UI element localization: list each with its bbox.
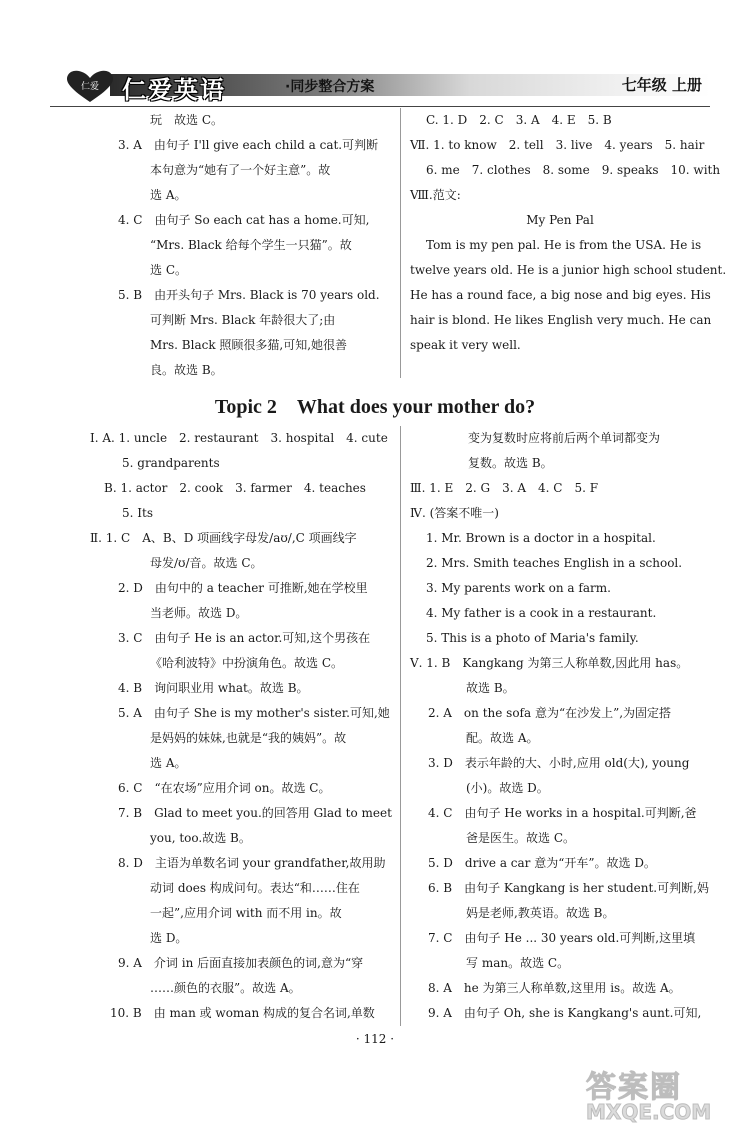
- answer-line: 8. A he 为第三人称单数,这里用 is。故选 A。: [428, 981, 681, 995]
- answer-line: 4. My father is a cook in a restaurant.: [426, 606, 657, 620]
- brand-title: 仁爱英语: [122, 76, 226, 104]
- header-divider: [50, 106, 710, 107]
- answer-line: 《哈利波特》中扮演角色。故选 C。: [150, 656, 343, 670]
- top-right-column: [410, 108, 727, 358]
- answer-line: 6. B 由句子 Kangkang is her student.可判断,妈: [428, 881, 709, 895]
- essay-line: Tom is my pen pal. He is from the USA. He is: [426, 238, 702, 252]
- answer-line: 6. C “在农场”应用介词 on。故选 C。: [118, 781, 331, 795]
- answer-line: 变为复数时应将前后两个单词都变为: [468, 431, 661, 445]
- answer-line: 是妈妈的妹妹,也就是“我的姨妈”。故: [150, 731, 347, 745]
- answer-line: C. 1. D 2. C 3. A 4. E 5. B: [426, 113, 612, 127]
- answer-line: 玩 故选 C。: [150, 113, 223, 127]
- answer-line: 故选 B。: [466, 681, 515, 695]
- answer-line: Ⅴ. 1. B Kangkang 为第三人称单数,因此用 has。: [410, 656, 689, 670]
- answer-line: 选 A。: [150, 756, 187, 770]
- answer-line: 1. Mr. Brown is a doctor in a hospital.: [426, 531, 656, 545]
- answer-line: 2. A on the sofa 意为“在沙发上”,为固定搭: [428, 706, 672, 720]
- answer-line: 4. B 询问职业用 what。故选 B。: [118, 681, 309, 695]
- answer-line: 良。故选 B。: [150, 363, 223, 377]
- answer-line: ……颜色的衣服”。故选 A。: [150, 981, 301, 995]
- watermark-top: 答案圈: [586, 1070, 682, 1105]
- answer-line: 选 A。: [150, 188, 187, 202]
- answer-line: 配。故选 A。: [466, 731, 539, 745]
- column-divider: [400, 426, 401, 1026]
- answer-line: Ⅲ. 1. E 2. G 3. A 4. C 5. F: [410, 481, 599, 495]
- answer-line: 本句意为“她有了一个好主意”。故: [150, 163, 331, 177]
- bottom-right-column: [410, 426, 710, 1026]
- answer-line: you, too.故选 B。: [150, 831, 251, 845]
- answer-line: 5. B 由开头句子 Mrs. Black is 70 years old.: [118, 288, 380, 302]
- watermark-bottom: MXQE.COM: [586, 1100, 712, 1124]
- answer-line: 复数。故选 B。: [468, 456, 553, 470]
- answer-line: 动词 does 构成问句。表达“和……住在: [150, 881, 360, 895]
- answer-line: 5. grandparents: [122, 456, 220, 470]
- answer-line: 当老师。故选 D。: [150, 606, 248, 620]
- answer-line: 9. A 介词 in 后面直接加表颜色的词,意为“穿: [118, 956, 364, 970]
- essay-line: hair is blond. He likes English very much. He can: [410, 313, 712, 327]
- answer-line: Ⅶ. 1. to know 2. tell 3. live 4. years 5. hair: [410, 138, 705, 152]
- answer-line: 4. C 由句子 He works in a hospital.可判断,爸: [428, 806, 697, 820]
- answer-line: Ⅷ.范文:: [410, 188, 461, 202]
- answer-line: Ⅰ. A. 1. uncle 2. restaurant 3. hospital 4. cute: [90, 431, 388, 445]
- answer-line: Mrs. Black 照顾很多猫,可知,她很善: [150, 338, 348, 352]
- answer-line: 爸是医生。故选 C。: [466, 831, 575, 845]
- answer-line: 3. A 由句子 I'll give each child a cat.可判断: [118, 138, 379, 152]
- answer-line: 母发/ʊ/音。故选 C。: [150, 556, 263, 570]
- answer-line: “Mrs. Black 给每个学生一只猫”。故: [150, 238, 352, 252]
- answer-line: 5. This is a photo of Maria's family.: [426, 631, 639, 645]
- essay-line: speak it very well.: [410, 338, 521, 352]
- page-number: · 112 ·: [355, 1032, 395, 1046]
- answer-line: 3. C 由句子 He is an actor.可知,这个男孩在: [118, 631, 371, 645]
- answer-line: 选 D。: [150, 931, 188, 945]
- grade-label: 七年级 上册: [621, 76, 702, 94]
- answer-line: 5. D drive a car 意为“开车”。故选 D。: [428, 856, 656, 870]
- top-left-column: [90, 108, 390, 383]
- page-header: [50, 62, 710, 108]
- answer-line: 5. Its: [122, 506, 153, 520]
- answer-line: 2. Mrs. Smith teaches English in a school.: [426, 556, 683, 570]
- header-subtitle: ·同步整合方案: [285, 79, 375, 95]
- answer-line: 3. D 表示年龄的大、小时,应用 old(大), young: [428, 756, 690, 770]
- answer-line: 7. B Glad to meet you.的回答用 Glad to meet: [118, 806, 392, 820]
- topic-title: Topic 2 What does your mother do?: [214, 396, 536, 418]
- answer-line: 8. D 主语为单数名词 your grandfather,故用助: [118, 856, 386, 870]
- column-divider: [400, 108, 401, 378]
- answer-line: 6. me 7. clothes 8. some 9. speaks 10. with: [426, 163, 721, 177]
- heart-logo-icon: [62, 68, 118, 104]
- answer-line: 写 man。故选 C。: [466, 956, 570, 970]
- answer-line: 3. My parents work on a farm.: [426, 581, 611, 595]
- answer-line: Ⅳ. (答案不唯一): [410, 506, 499, 520]
- answer-line: 选 C。: [150, 263, 187, 277]
- answer-line: 一起”,应用介词 with 而不用 in。故: [150, 906, 342, 920]
- answer-line: 9. A 由句子 Oh, she is Kangkang's aunt.可知,: [428, 1006, 702, 1020]
- answer-line: 4. C 由句子 So each cat has a home.可知,: [118, 213, 370, 227]
- answer-line: (小)。故选 D。: [466, 781, 549, 795]
- answer-line: 7. C 由句子 He ... 30 years old.可判断,这里填: [428, 931, 696, 945]
- answer-line: 10. B 由 man 或 woman 构成的复合名词,单数: [110, 1006, 375, 1020]
- essay-line: He has a round face, a big nose and big eyes. His: [410, 288, 711, 302]
- answer-line: 2. D 由句中的 a teacher 可推断,她在学校里: [118, 581, 368, 595]
- essay-title: My Pen Pal: [526, 213, 594, 227]
- answer-line: 可判断 Mrs. Black 年龄很大了;由: [150, 313, 336, 327]
- essay-line: twelve years old. He is a junior high school student.: [410, 263, 727, 277]
- svg-text:仁爱: 仁爱: [80, 82, 100, 92]
- answer-line: 妈是老师,教英语。故选 B。: [466, 906, 615, 920]
- answer-line: B. 1. actor 2. cook 3. farmer 4. teaches: [104, 481, 366, 495]
- answer-line: Ⅱ. 1. C A、B、D 项画线字母发/aʊ/,C 项画线字: [90, 531, 357, 545]
- answer-line: 5. A 由句子 She is my mother's sister.可知,她: [118, 706, 390, 720]
- bottom-left-column: [90, 426, 390, 1026]
- watermark: [586, 1062, 736, 1124]
